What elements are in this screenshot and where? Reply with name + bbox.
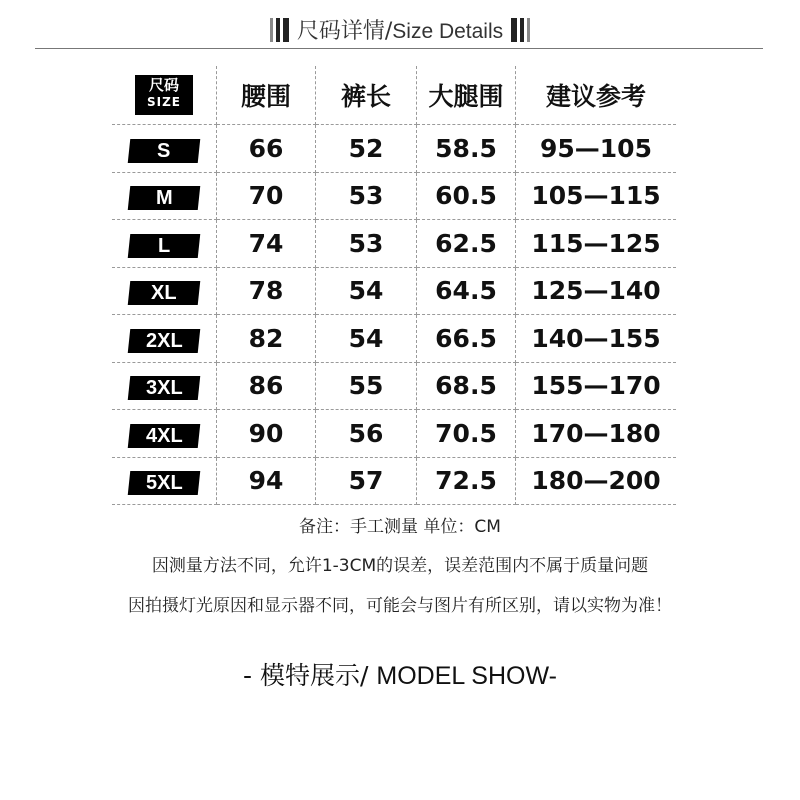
section-title: [270, 14, 530, 45]
length-cell: 53: [316, 172, 417, 220]
size-label: 2XL: [145, 329, 183, 352]
title-separator: /: [384, 19, 393, 44]
table-row: [112, 362, 676, 410]
section-header: [0, 14, 800, 46]
size-badge-en: SIZE: [146, 95, 181, 109]
size-column-header: [112, 66, 217, 125]
size-badge: [128, 424, 201, 448]
size-label: M: [155, 187, 173, 210]
reference-cell: 155—170: [516, 362, 677, 410]
size-header-badge: [135, 75, 193, 115]
length-cell: 54: [316, 315, 417, 363]
waist-cell: 94: [217, 457, 316, 505]
waist-cell: 78: [217, 267, 316, 315]
thigh-cell: 72.5: [417, 457, 516, 505]
size-badge: [128, 471, 201, 495]
length-cell: 54: [316, 267, 417, 315]
length-cell: 53: [316, 220, 417, 268]
thigh-cell: 64.5: [417, 267, 516, 315]
waist-cell: 82: [217, 315, 316, 363]
header-divider: [35, 48, 763, 49]
reference-cell: 105—115: [516, 172, 677, 220]
title-zh: 尺码详情: [296, 19, 385, 44]
model-show-prefix: - 模特展示/: [243, 661, 377, 690]
size-badge: [128, 376, 201, 400]
length-cell: 56: [316, 410, 417, 458]
model-show-heading: [0, 656, 800, 692]
table-row: [112, 457, 676, 505]
thigh-cell: 62.5: [417, 220, 516, 268]
size-badge: [128, 329, 201, 353]
table-row: [112, 267, 676, 315]
size-badge: [128, 234, 201, 258]
size-label: XL: [151, 282, 177, 305]
right-bars-decoration: [511, 18, 530, 42]
thigh-column-header: 大腿围: [417, 66, 516, 125]
size-label: L: [157, 234, 171, 257]
length-column-header: 裤长: [316, 66, 417, 125]
reference-cell: 125—140: [516, 267, 677, 315]
thigh-cell: 66.5: [417, 315, 516, 363]
title-en: Size Details: [392, 20, 504, 43]
model-show-en: MODEL SHOW-: [376, 662, 557, 690]
left-bars-decoration: [270, 18, 289, 42]
thigh-cell: 58.5: [417, 125, 516, 173]
waist-column-header: 腰围: [217, 66, 316, 125]
reference-cell: 140—155: [516, 315, 677, 363]
thigh-cell: 70.5: [417, 410, 516, 458]
thigh-cell: 60.5: [417, 172, 516, 220]
size-badge-zh: 尺码: [148, 76, 179, 94]
size-label: 3XL: [145, 377, 183, 400]
waist-cell: 90: [217, 410, 316, 458]
size-label: S: [157, 139, 171, 162]
size-label: 4XL: [145, 424, 183, 447]
reference-cell: 115—125: [516, 220, 677, 268]
thigh-cell: 68.5: [417, 362, 516, 410]
table-row: [112, 220, 676, 268]
waist-cell: 86: [217, 362, 316, 410]
size-table: [112, 66, 676, 505]
length-cell: 57: [316, 457, 417, 505]
table-header-row: [112, 66, 676, 125]
length-cell: 52: [316, 125, 417, 173]
size-badge: [128, 139, 201, 163]
measurement-note: 备注：手工测量 单位：CM: [299, 517, 501, 537]
waist-cell: 70: [217, 172, 316, 220]
waist-cell: 66: [217, 125, 316, 173]
reference-column-header: 建议参考: [516, 66, 677, 125]
table-row: [112, 172, 676, 220]
error-tolerance-note: 因测量方法不同，允许1-3CM的误差，误差范围内不属于质量问题: [151, 556, 649, 576]
reference-cell: 95—105: [516, 125, 677, 173]
reference-cell: 170—180: [516, 410, 677, 458]
size-label: 5XL: [145, 472, 183, 495]
reference-cell: 180—200: [516, 457, 677, 505]
size-badge: [128, 186, 201, 210]
color-difference-note: 因拍摄灯光原因和显示器不同，可能会与图片有所区别，请以实物为准！: [128, 596, 672, 616]
size-badge: [128, 281, 201, 305]
waist-cell: 74: [217, 220, 316, 268]
table-row: [112, 315, 676, 363]
table-row: [112, 410, 676, 458]
length-cell: 55: [316, 362, 417, 410]
table-row: [112, 125, 676, 173]
